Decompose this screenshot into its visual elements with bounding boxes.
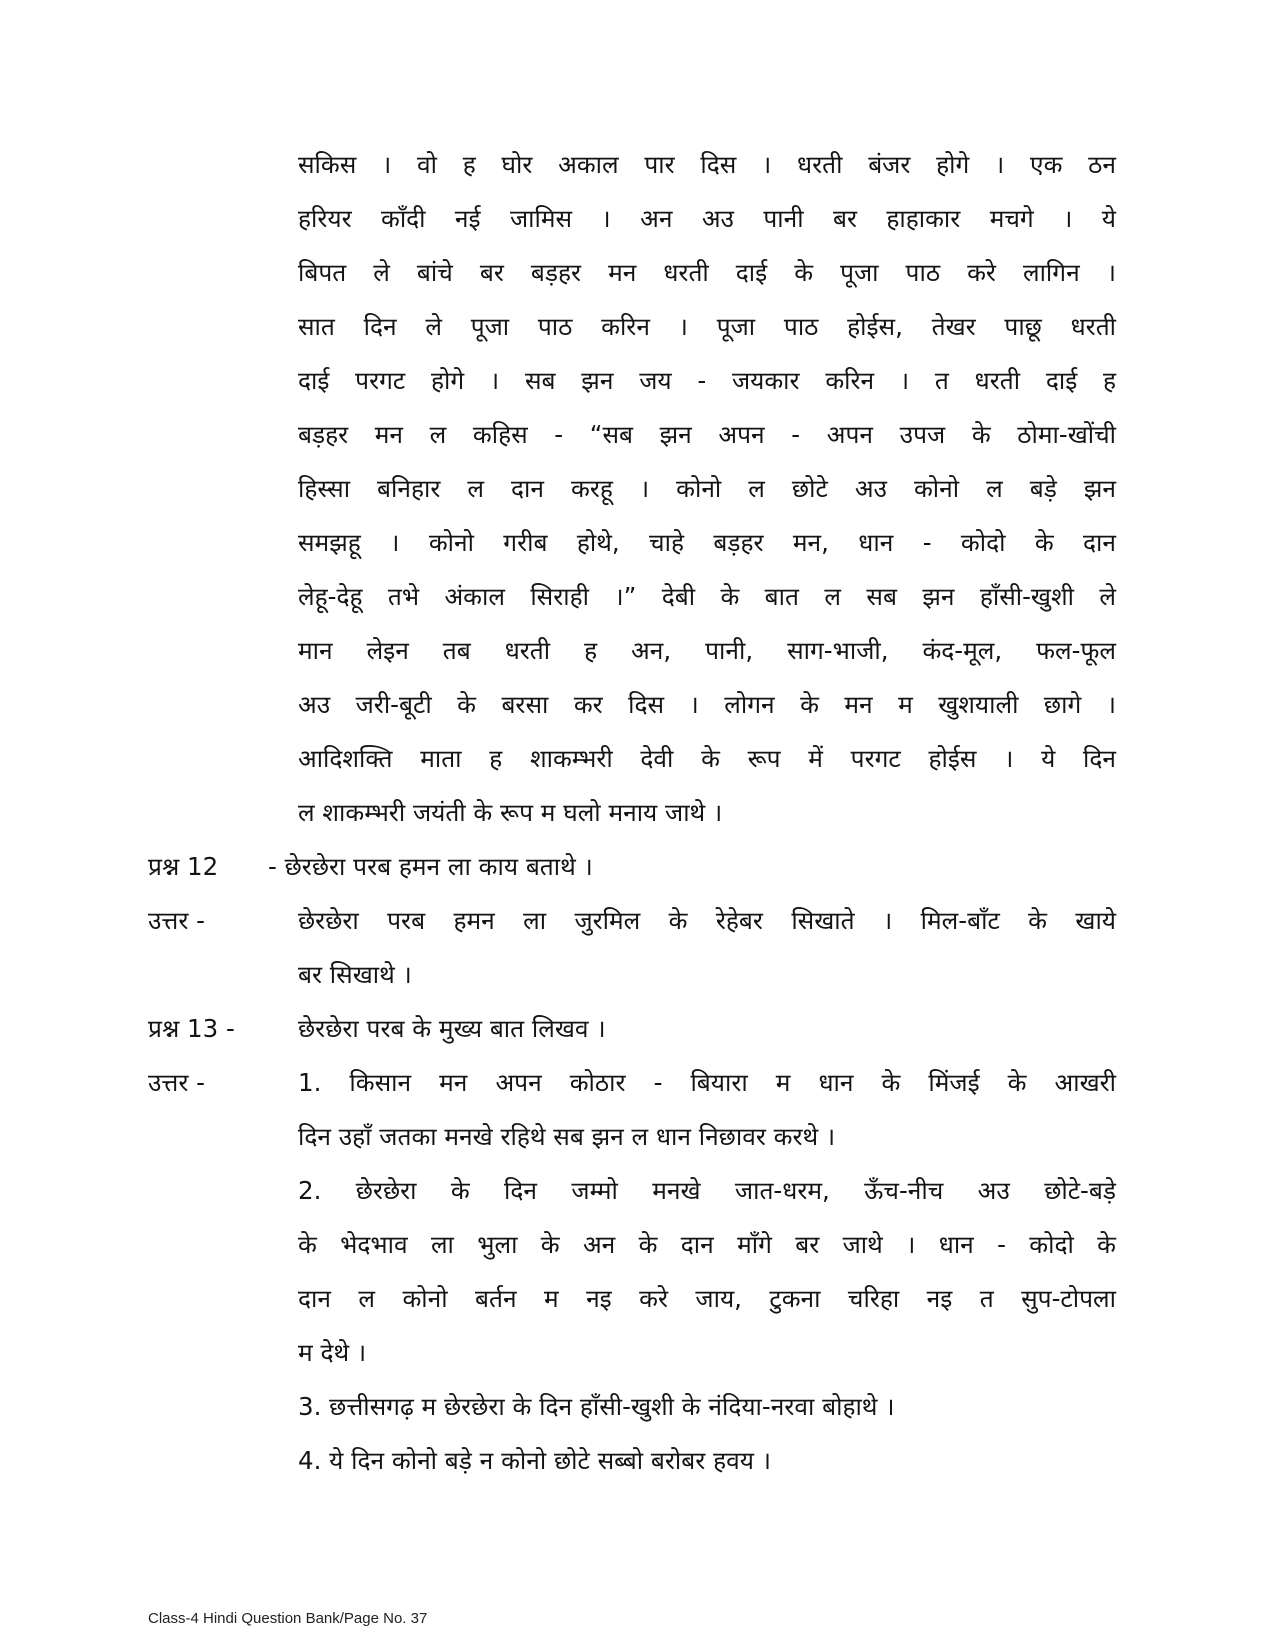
passage-line: समझहू । कोनो गरीब होथे, चाहे बड़हर मन, धान - कोदो के दान bbox=[298, 528, 1116, 557]
answer-line: छेरछेरा परब हमन ला जुरमिल के रेहेबर सिखाते । मिल-बाँट के खाये bbox=[298, 906, 1116, 935]
answer-label: उत्तर - bbox=[148, 1068, 206, 1097]
passage-line: आदिशक्ति माता ह शाकम्भरी देवी के रूप में परगट होईस । ये दिन bbox=[298, 744, 1116, 773]
passage-line: मान लेइन तब धरती ह अन, पानी, साग-भाजी, कंद-मूल, फल-फूल bbox=[298, 636, 1116, 665]
question-text: छेरछेरा परब के मुख्य बात लिखव । bbox=[298, 1014, 606, 1043]
page-footer: Class-4 Hindi Question Bank/Page No. 37 bbox=[148, 1610, 428, 1627]
passage-line: बिपत ले बांचे बर बड़हर मन धरती दाई के पूजा पाठ करे लागिन । bbox=[298, 258, 1116, 287]
answer-line: 2. छेरछेरा के दिन जम्मो मनखे जात-धरम, ऊँच-नीच अउ छोटे-बड़े bbox=[298, 1176, 1116, 1205]
answer-line: 4. ये दिन कोनो बड़े न कोनो छोटे सब्बो बरोबर हवय । bbox=[298, 1446, 771, 1475]
answer-label: उत्तर - bbox=[148, 906, 206, 935]
question-label: प्रश्न 12 bbox=[148, 852, 219, 881]
question-label: प्रश्न 13 - bbox=[148, 1014, 235, 1043]
passage-line: हरियर काँदी नई जामिस । अन अउ पानी बर हाहाकार मचगे । ये bbox=[298, 204, 1116, 233]
passage-line: हिस्सा बनिहार ल दान करहू । कोनो ल छोटे अउ कोनो ल बड़े झन bbox=[298, 474, 1116, 503]
passage-line: लेहू-देहू तभे अंकाल सिराही ।” देबी के बात ल सब झन हाँसी-खुशी ले bbox=[298, 582, 1116, 611]
passage-line: सात दिन ले पूजा पाठ करिन । पूजा पाठ होईस, तेखर पाछू धरती bbox=[298, 312, 1116, 341]
passage-line: ल शाकम्भरी जयंती के रूप म घलो मनाय जाथे । bbox=[298, 798, 723, 827]
answer-line: दान ल कोनो बर्तन म नइ करे जाय, टुकना चरिहा नइ त सुप-टोपला bbox=[298, 1284, 1116, 1313]
answer-line: 1. किसान मन अपन कोठार - बियारा म धान के मिंजई के आखरी bbox=[298, 1068, 1116, 1097]
answer-line: के भेदभाव ला भुला के अन के दान माँगे बर जाथे । धान - कोदो के bbox=[298, 1230, 1116, 1259]
question-text: - छेरछेरा परब हमन ला काय बताथे । bbox=[268, 852, 593, 881]
passage-line: सकिस । वो ह घोर अकाल पार दिस । धरती बंजर होगे । एक ठन bbox=[298, 150, 1116, 179]
answer-line: दिन उहाँ जतका मनखे रहिथे सब झन ल धान निछावर करथे । bbox=[298, 1122, 836, 1151]
answer-line: 3. छत्तीसगढ़ म छेरछेरा के दिन हाँसी-खुशी के नंदिया-नरवा बोहाथे । bbox=[298, 1392, 895, 1421]
passage-line: अउ जरी-बूटी के बरसा कर दिस । लोगन के मन म खुशयाली छागे । bbox=[298, 690, 1116, 719]
answer-line: म देथे । bbox=[298, 1338, 367, 1367]
answer-line: बर सिखाथे । bbox=[298, 960, 412, 989]
passage-line: बड़हर मन ल कहिस - “सब झन अपन - अपन उपज के ठोमा-खोंची bbox=[298, 420, 1116, 449]
passage-line: दाई परगट होगे । सब झन जय - जयकार करिन । त धरती दाई ह bbox=[298, 366, 1116, 395]
